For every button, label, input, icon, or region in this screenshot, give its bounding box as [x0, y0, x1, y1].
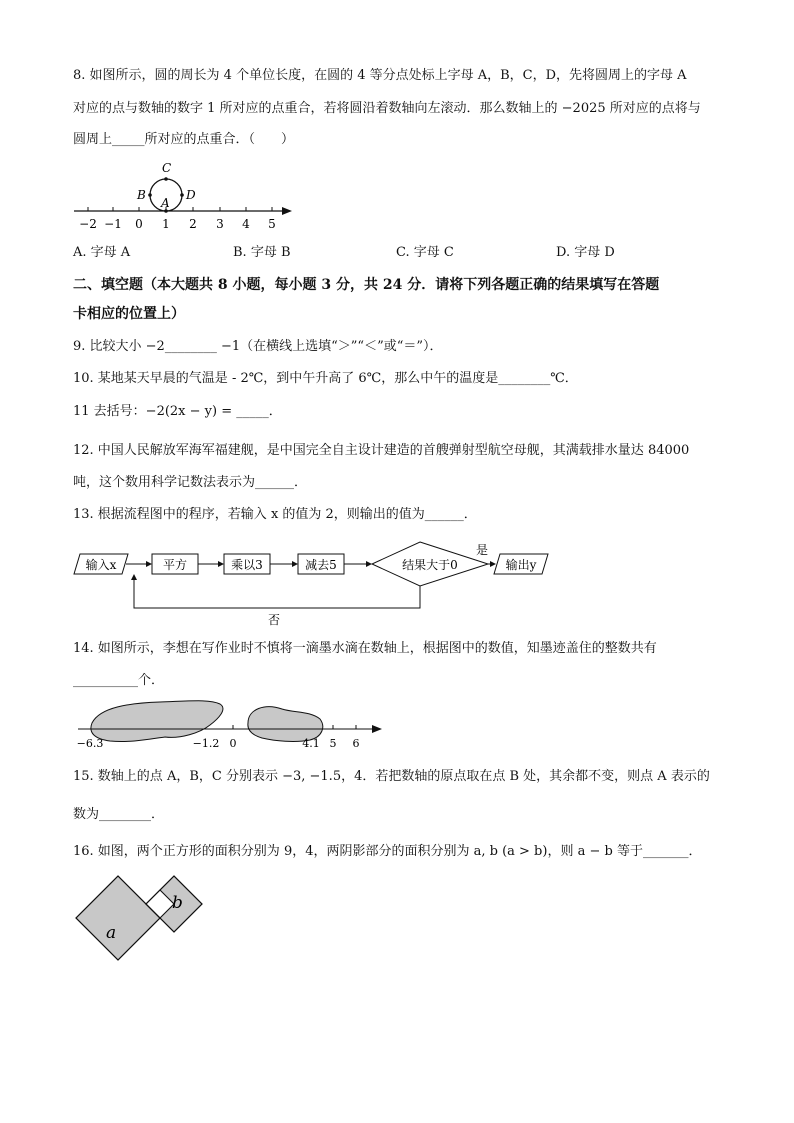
- flow-input-label: 输入x: [85, 558, 117, 572]
- q15-line1: 15. 数轴上的点 A，B，C 分别表示 −3, −1.5，4．若把数轴的原点取在点 B 处，其余都不变，则点 A 表示的: [73, 769, 710, 784]
- q14-ink-number-line: [70, 695, 390, 755]
- circle-label-b: B: [137, 188, 146, 202]
- tick-label: 0: [135, 217, 143, 231]
- tick-label: 6: [352, 737, 360, 750]
- flow-decision-label: 结果大于0: [402, 558, 458, 572]
- flow-output-label: 输出y: [505, 558, 537, 572]
- flow-step1-label: 平方: [162, 558, 188, 572]
- tick-label: 4.1: [302, 737, 320, 750]
- q8-option-a[interactable]: A. 字母 A: [73, 245, 131, 260]
- q13-text: 13. 根据流程图中的程序，若输入 x 的值为 2，则输出的值为______．: [73, 507, 477, 522]
- large-square: [76, 876, 160, 960]
- tick-label: −1: [104, 217, 122, 231]
- q13-flowchart: [70, 540, 560, 630]
- tick-label: −2: [79, 217, 97, 231]
- section2-heading-line1: 二、填空题（本大题共 8 小题，每小题 3 分，共 24 分．请将下列各题正确的结果填写在答题: [73, 277, 660, 293]
- tick-label: 1: [162, 217, 170, 231]
- tick-label: 5: [329, 737, 337, 750]
- q8-number-line-figure: [68, 155, 298, 235]
- ink-blot-left: [91, 701, 223, 742]
- flow-step2-label: 乘以3: [231, 558, 263, 572]
- q8-line1: 8. 如图所示，圆的周长为 4 个单位长度，在圆的 4 等分点处标上字母 A，B，C，D，先将圆周上的字母 A: [73, 68, 687, 83]
- circle-label-a: A: [161, 196, 170, 210]
- flow-step3-label: 减去5: [305, 558, 337, 572]
- q10-text: 10. 某地某天早晨的气温是 - 2℃，到中午升高了 6℃，那么中午的温度是________℃．: [73, 371, 578, 386]
- q8-option-d[interactable]: D. 字母 D: [556, 245, 615, 260]
- q14-line1: 14. 如图所示，李想在写作业时不慎将一滴墨水滴在数轴上，根据图中的数值，知墨迹盖住的整数共有: [73, 641, 657, 656]
- tick-label: 2: [189, 217, 197, 231]
- q14-line2: __________个．: [73, 673, 165, 688]
- q8-line3: 圆周上_____所对应的点重合．（ ）: [73, 132, 295, 147]
- flow-yes-label: 是: [475, 543, 489, 557]
- q15-line2: 数为________．: [73, 807, 165, 822]
- tick-label: 4: [242, 217, 250, 231]
- tick-label: 3: [216, 217, 224, 231]
- tick-label: −6.3: [76, 737, 104, 750]
- q16-squares-figure: [70, 870, 210, 975]
- q8-option-c[interactable]: C. 字母 C: [396, 245, 454, 260]
- circle-label-c: C: [162, 161, 172, 175]
- flow-no-label: 否: [267, 613, 281, 627]
- label-b: b: [172, 893, 183, 913]
- section2-heading-line2: 卡相应的位置上）: [73, 306, 185, 322]
- tick-label: 5: [268, 217, 276, 231]
- tick-label: 0: [229, 737, 237, 750]
- q16-text: 16. 如图，两个正方形的面积分别为 9，4，两阴影部分的面积分别为 a, b (a > b)，则 a − b 等于_______．: [73, 844, 702, 859]
- q8-line2: 对应的点与数轴的数字 1 所对应的点重合，若将圆沿着数轴向左滚动．那么数轴上的 −2025 所对应的点将与: [73, 101, 701, 116]
- q11-text: 11 去括号：−2(2x − y) = _____．: [73, 404, 282, 419]
- q12-line2: 吨，这个数用科学记数法表示为______．: [73, 475, 308, 490]
- label-a: a: [106, 923, 117, 943]
- tick-label: −1.2: [192, 737, 220, 750]
- circle-label-d: D: [186, 188, 196, 202]
- q12-line1: 12. 中国人民解放军海军福建舰，是中国完全自主设计建造的首艘弹射型航空母舰，其满载排水量达 84000: [73, 443, 690, 458]
- q8-option-b[interactable]: B. 字母 B: [233, 245, 291, 260]
- q9-text: 9. 比较大小 −2________ −1（在横线上选填“＞”“＜”或“＝”）．: [73, 339, 443, 354]
